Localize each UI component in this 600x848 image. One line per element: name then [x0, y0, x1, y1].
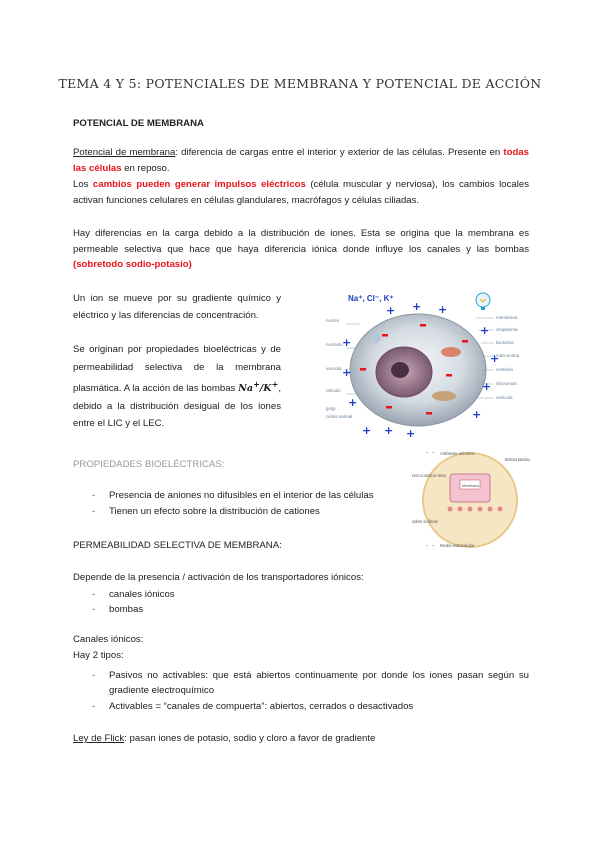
list-item: - canales iónicos — [92, 589, 175, 600]
label: golgi — [326, 406, 336, 411]
list-item: - Presencia de aniones no difusibles en el interior de las células — [92, 490, 374, 501]
heading-bioelectricas: PROPIEDADES BIOELÉCTRICAS: — [73, 459, 225, 470]
k-symbol: K — [263, 383, 272, 395]
list-item: - Pasivos no activables: que está abiertos continuamente por donde los iones pasan según su gradiente electroquímico — [92, 670, 529, 696]
paragraph-cambios — [73, 177, 529, 208]
plus-sign: + — [412, 300, 422, 313]
nucleolus — [391, 362, 409, 378]
vesicle — [371, 333, 381, 343]
label-center: Membrana — [462, 484, 480, 488]
label: citoplasma — [496, 327, 518, 332]
section-heading-potencial: POTENCIAL DE MEMBRANA — [73, 118, 204, 129]
plus-sign: + — [342, 336, 352, 349]
plus-sign: + — [406, 427, 416, 440]
membrane-illustration — [412, 447, 530, 552]
text: , debido a la distribución desigual de los iones entre el LIC y el LEC. — [73, 383, 282, 430]
label: membrana — [496, 315, 518, 320]
list-text: bombas — [109, 604, 144, 615]
label-bottom: Medio extracelular — [440, 543, 475, 548]
ion-label: Na⁺, Cl⁻, K⁺ — [348, 294, 394, 303]
label: mitocondria — [496, 353, 520, 358]
list-item: - bombas — [92, 604, 144, 615]
text: (célula muscular y nerviosa), los cambios locales activan funciones celulares en células glandulares, macrófagos y células ciliadas. — [73, 179, 529, 206]
label: vesícula — [496, 395, 513, 400]
plus-sign: + — [386, 304, 396, 317]
cell-svg — [326, 288, 532, 438]
organelle — [432, 391, 456, 401]
plus-sign: + — [482, 380, 492, 393]
label: nucleolo — [326, 342, 343, 347]
term-potencial-membrana: Potencial de membrana — [73, 147, 176, 158]
paragraph-fick — [73, 733, 375, 744]
plus-sign: + — [426, 543, 429, 548]
text: Los — [73, 179, 93, 190]
paragraph-diferencias — [73, 226, 529, 273]
cell-illustration — [326, 288, 532, 438]
label-left-1: Interno no activado por cationes — [412, 473, 446, 478]
label: vacuola — [326, 366, 342, 371]
plus-sign: + — [362, 424, 372, 437]
plus-sign: + — [490, 352, 500, 365]
label-top: Ambiente eléctrico — [440, 451, 475, 456]
plus-sign: + — [426, 450, 429, 455]
paragraph-bombas — [73, 341, 281, 433]
superscript: + — [253, 379, 260, 389]
heading-canales: Canales iónicos: — [73, 634, 144, 645]
list-text: canales iónicos — [109, 589, 175, 600]
plus-sign: + — [480, 324, 490, 337]
label: nucleo — [326, 318, 340, 323]
term-ley-fick: Ley de Flick — [73, 733, 125, 744]
membrane-svg — [412, 447, 530, 552]
label: ribosomas — [496, 381, 517, 386]
paragraph-gradiente: Un ion se mueve por su gradiente químico y eléctrico y las diferencias de concentración. — [73, 293, 281, 321]
mitochondria — [441, 347, 461, 357]
label-left-2: sobre la fibras — [412, 519, 438, 524]
perm-intro: Depende de la presencia / activación de los transportadores iónicos: — [73, 572, 364, 583]
page-title: TEMA 4 Y 5: POTENCIALES DE MEMBRANA Y POTENCIAL DE ACCIÓN — [58, 76, 542, 91]
highlight-cambios: cambios pueden generar impulsos eléctricos — [92, 179, 306, 190]
list-text: Activables = “canales de compuerta”: abiertos, cerrados o desactivados — [109, 701, 414, 712]
plus-sign: + — [432, 543, 435, 548]
heading-permeabilidad: PERMEABILIDAD SELECTIVA DE MEMBRANA: — [73, 540, 282, 551]
label: retículo — [326, 388, 341, 393]
formula-na-k — [238, 379, 279, 395]
plus-sign: + — [472, 408, 482, 421]
list-text: Presencia de aniones no difusibles en el interior de las células — [109, 490, 374, 501]
slash: / — [259, 383, 264, 395]
lightbulb-icon — [476, 293, 490, 310]
plus-sign: + — [384, 424, 394, 437]
plus-sign: + — [432, 450, 435, 455]
label-right: Membrana plasmática — [505, 457, 531, 462]
label: célula animal — [326, 414, 353, 419]
highlight-sodio-potasio: (sobretodo sodio-potasio) — [73, 259, 192, 270]
plus-sign: + — [348, 396, 358, 409]
list-text: Tienen un efecto sobre la distribución de cationes — [109, 506, 320, 517]
text: Se originan por propiedades bioeléctricas y de permeabilidad selectiva de la membrana plasmática. A la acción de las bombas — [73, 344, 281, 395]
text: : diferencia de cargas entre el interior y exterior de las células. Presente en — [175, 147, 504, 158]
na-symbol: Na — [238, 383, 254, 395]
text: Hay diferencias en la carga debido a la distribución de iones. Esta se origina que la membrana es permeable selectiva que hace que haya diferencia iónica donde influye los canales y las bombas — [73, 228, 529, 255]
text: en reposo. — [121, 162, 170, 174]
list-item: - Activables = “canales de compuerta”: abiertos, cerrados o desactivados — [92, 701, 414, 712]
list-text: Pasivos no activables: que está abiertos continuamente por donde los iones pasan según su gradiente electroquímico — [109, 670, 529, 696]
label: centriolo — [496, 367, 514, 372]
list-item: - Tienen un efecto sobre la distribución de cationes — [92, 506, 320, 517]
superscript: + — [271, 379, 279, 389]
paragraph-definition — [73, 145, 529, 176]
plus-sign: + — [342, 366, 352, 379]
plus-sign: + — [438, 303, 448, 316]
label: lisosoma — [496, 340, 514, 345]
highlight-todas-celulas: todas las células — [73, 147, 530, 174]
canales-count: Hay 2 tipos: — [73, 650, 124, 661]
text: : pasan iones de potasio, sodio y cloro a favor de gradiente — [124, 733, 376, 744]
